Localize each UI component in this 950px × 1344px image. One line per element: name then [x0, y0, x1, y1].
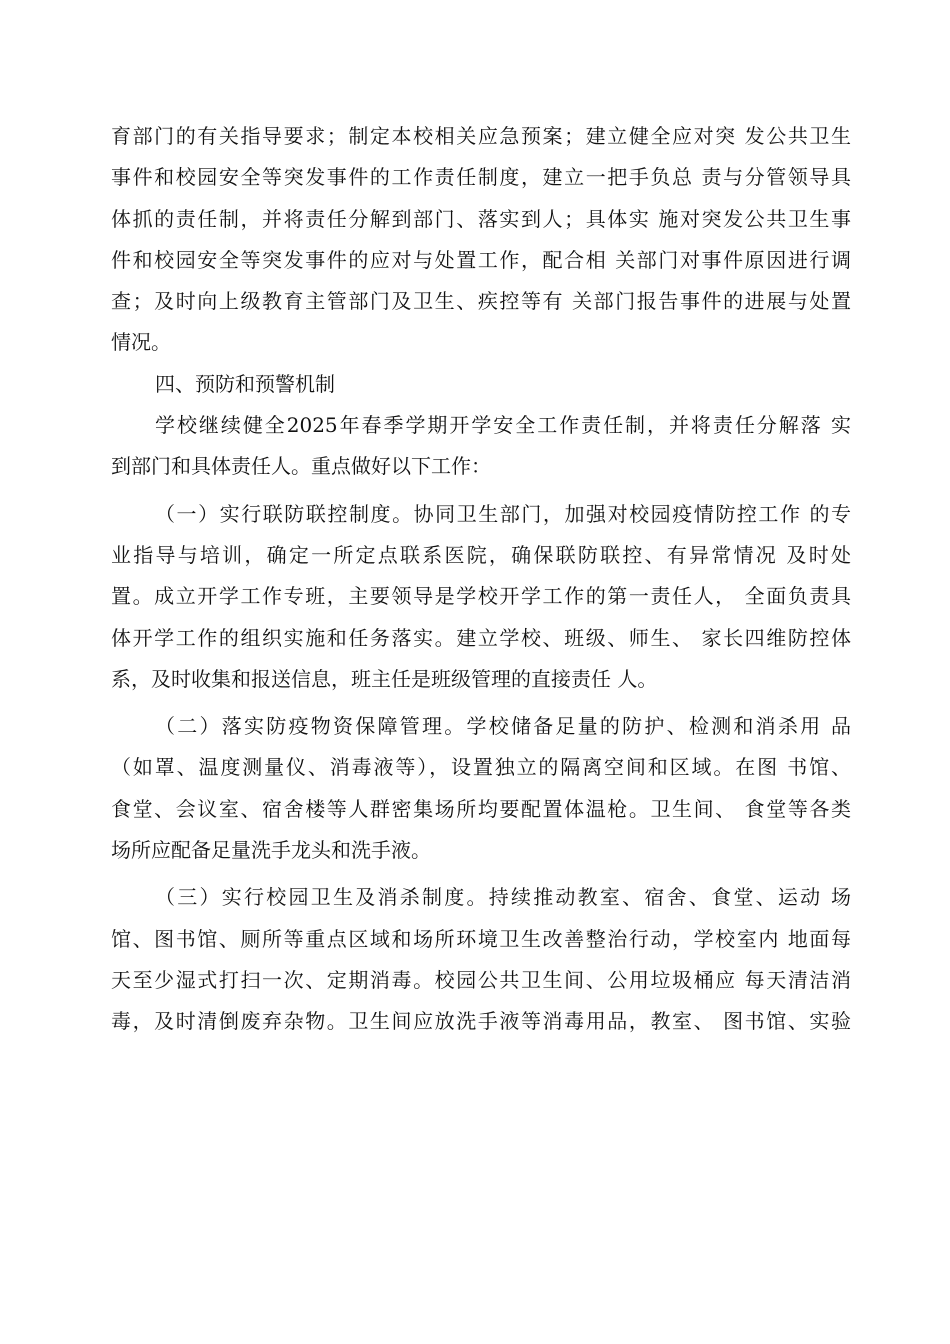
text-line: 馆、图书馆、厕所等重点区域和场所环境卫生改善整治行动，学校室内 地面每	[111, 926, 851, 951]
text-line: 育部门的有关指导要求；制定本校相关应急预案；建立健全应对突 发公共卫生	[111, 124, 851, 148]
text-line: 置。成立开学工作专班，主要领导是学校开学工作的第一责任人， 全面负责具	[111, 584, 851, 609]
text-line: 系，及时收集和报送信息，班主任是班级管理的直接责任 人。	[111, 666, 658, 691]
text-line: 查；及时向上级教育主管部门及卫生、疾控等有 关部门报告事件的进展与处置	[111, 289, 851, 314]
section-heading	[111, 364, 851, 405]
text-line: 事件和校园安全等突发事件的工作责任制度，建立一把手负总 责与分管领导具	[111, 165, 851, 190]
text-line: （三）实行校园卫生及消杀制度。持续推动教室、宿舍、食堂、运动 场	[155, 885, 851, 910]
text-line: 场所应配备足量洗手龙头和洗手液。	[111, 838, 431, 863]
text-line: 毒，及时清倒废弃杂物。卫生间应放洗手液等消毒用品，教室、 图书馆、实验	[111, 1009, 851, 1034]
document-body	[111, 116, 851, 1043]
text-line: 件和校园安全等突发事件的应对与处置工作，配合相 关部门对事件原因进行调	[111, 247, 851, 272]
paragraph-item-1	[111, 494, 851, 700]
paragraph-continuation	[111, 116, 851, 364]
paragraph-item-3	[111, 877, 851, 1042]
text-line: 到部门和具体责任人。重点做好以下工作：	[111, 454, 491, 479]
text-line: 情况。	[111, 330, 171, 355]
text-line: 业指导与培训，确定一所定点联系医院，确保联防联控、有异常情况 及时处	[111, 542, 851, 567]
text-line: 天至少湿式打扫一次、定期消毒。校园公共卫生间、公用垃圾桶应 每天清洁消	[111, 967, 851, 992]
text-line: （二）落实防疫物资保障管理。学校储备足量的防护、检测和消杀用 品	[155, 714, 851, 739]
text-line: （如罩、温度测量仪、消毒液等），设置独立的隔离空间和区域。在图 书馆、	[111, 755, 851, 780]
text-line: 体抓的责任制，并将责任分解到部门、落实到人；具体实 施对突发公共卫生事	[111, 206, 851, 231]
text-line: 食堂、会议室、宿舍楼等人群密集场所均要配置体温枪。卫生间、 食堂等各类	[111, 796, 851, 821]
text-line: （一）实行联防联控制度。协同卫生部门，加强对校园疫情防控工作 的专	[155, 501, 851, 526]
paragraph-item-2	[111, 706, 851, 871]
text-line: 体开学工作的组织实施和任务落实。建立学校、班级、师生、 家长四维防控体	[111, 625, 851, 650]
heading-text: 四、预防和预警机制	[155, 371, 335, 396]
paragraph-intro	[111, 405, 851, 488]
text-line: 学校继续健全2025年春季学期开学安全工作责任制，并将责任分解落 实	[155, 413, 851, 438]
